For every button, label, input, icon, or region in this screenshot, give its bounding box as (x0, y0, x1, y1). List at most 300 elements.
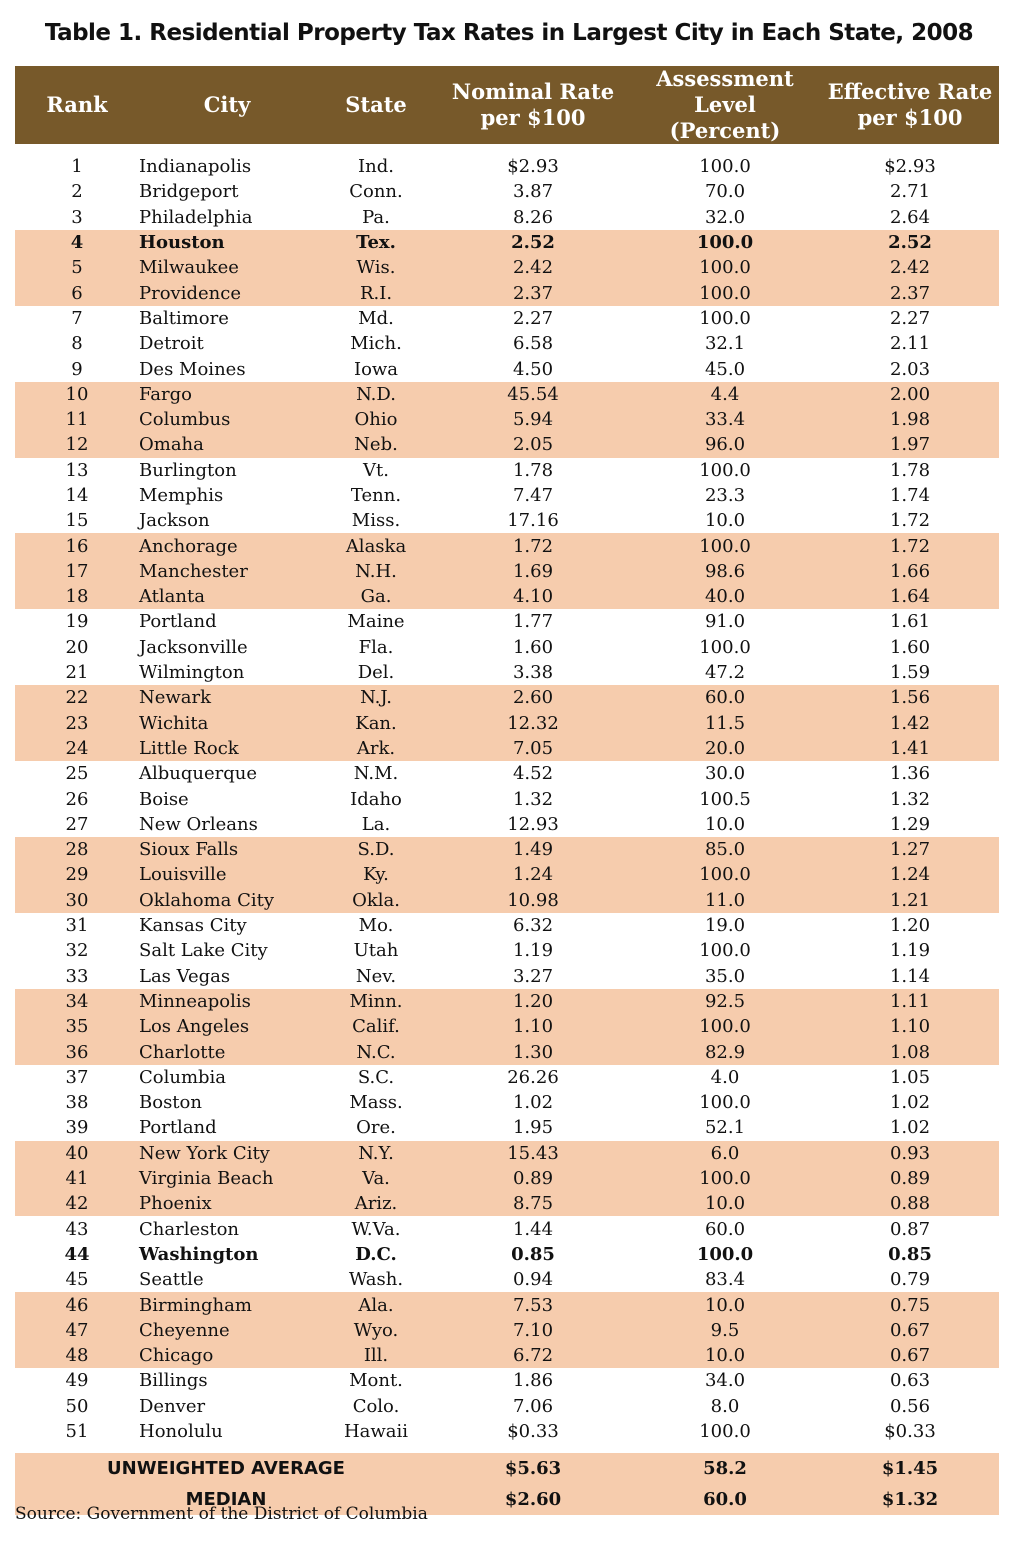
cell-rank: 8 (71, 333, 83, 355)
cell-assessment-level: 100.0 (699, 1092, 751, 1114)
table-row (15, 1394, 999, 1419)
cell-effective-rate: $2.93 (884, 156, 936, 178)
cell-rank: 49 (65, 1370, 89, 1392)
cell-state: Alaska (345, 535, 407, 557)
cell-rank: 11 (65, 409, 89, 431)
table-row (15, 1368, 999, 1393)
cell-rank: 35 (65, 1016, 89, 1038)
cell-effective-rate: 0.87 (889, 1218, 931, 1240)
cell-city: Providence (139, 282, 241, 304)
cell-state: Fla. (358, 636, 394, 658)
cell-assessment-level: 47.2 (704, 662, 746, 684)
cell-assessment-level: 100.0 (696, 1243, 754, 1265)
cell-nominal-rate: 8.26 (512, 206, 554, 228)
cell-assessment-level: 4.0 (710, 1066, 740, 1088)
cell-assessment-level: 10.0 (704, 510, 746, 532)
cell-state: Colo. (352, 1395, 400, 1417)
cell-city: Honolulu (139, 1420, 223, 1442)
cell-effective-rate: 1.98 (889, 409, 931, 431)
cell-rank: 47 (65, 1319, 89, 1341)
cell-assessment-level: 10.0 (704, 1294, 746, 1316)
cell-assessment-level: 9.5 (710, 1319, 740, 1341)
table-row (15, 508, 999, 533)
cell-assessment-level: 100.0 (699, 282, 751, 304)
table-row (15, 382, 999, 407)
cell-state: W.Va. (351, 1218, 401, 1240)
table-body (15, 144, 999, 1444)
cell-effective-rate: 1.41 (889, 737, 931, 759)
cell-city: Billings (139, 1370, 208, 1392)
cell-effective-rate: 0.67 (889, 1319, 931, 1341)
cell-assessment-level: 100.0 (696, 232, 754, 254)
cell-effective-rate: 1.32 (889, 788, 931, 810)
cell-city: Indianapolis (139, 156, 252, 178)
cell-nominal-rate: 0.94 (512, 1269, 554, 1291)
cell-city: Salt Lake City (139, 940, 268, 962)
cell-nominal-rate: 6.32 (512, 915, 554, 937)
cell-rank: 38 (65, 1092, 89, 1114)
cell-state: Ore. (356, 1117, 396, 1139)
cell-effective-rate: 1.56 (889, 687, 931, 709)
cell-assessment-level: 100.0 (699, 864, 751, 886)
cell-nominal-rate: 2.52 (511, 232, 555, 254)
table-row (15, 407, 999, 432)
cell-effective-rate: 1.20 (889, 915, 931, 937)
cell-rank: 24 (65, 737, 89, 759)
cell-city: Boise (139, 788, 189, 810)
cell-city: Chicago (139, 1345, 214, 1367)
cell-rank: 36 (65, 1041, 89, 1063)
cell-assessment-level: 100.0 (699, 1016, 751, 1038)
cell-effective-rate: 1.60 (889, 636, 931, 658)
tax-rates-table (15, 66, 999, 1515)
cell-nominal-rate: 15.43 (507, 1142, 559, 1164)
cell-effective-rate: 1.05 (889, 1066, 931, 1088)
header-nominal-line1: Nominal Rate (451, 79, 615, 104)
cell-assessment-level: 10.0 (704, 813, 746, 835)
cell-rank: 20 (65, 636, 89, 658)
cell-rank: 46 (65, 1294, 89, 1316)
cell-assessment-level: 60.0 (704, 1218, 746, 1240)
cell-state: S.D. (357, 839, 395, 861)
cell-effective-rate: 1.24 (889, 864, 931, 886)
cell-city: Baltimore (139, 307, 229, 329)
cell-city: Milwaukee (139, 257, 239, 279)
cell-effective-rate: 1.36 (889, 763, 931, 785)
header-state: State (345, 92, 407, 117)
cell-rank: 51 (65, 1420, 89, 1442)
cell-effective-rate: 0.75 (889, 1294, 931, 1316)
cell-city: Virginia Beach (139, 1168, 274, 1190)
cell-nominal-rate: 7.53 (512, 1294, 554, 1316)
cell-state: Ky. (363, 864, 389, 886)
cell-nominal-rate: 4.52 (512, 763, 554, 785)
cell-rank: 2 (71, 181, 83, 203)
cell-state: Calif. (352, 1016, 400, 1038)
table-row (15, 179, 999, 204)
cell-state: N.Y. (358, 1142, 394, 1164)
table-row (15, 205, 999, 230)
table-row (15, 609, 999, 634)
cell-city: Louisville (139, 864, 227, 886)
cell-effective-rate: 1.02 (889, 1092, 931, 1114)
table-row (15, 736, 999, 761)
cell-state: Tex. (356, 232, 396, 254)
cell-nominal-rate: $0.33 (507, 1420, 559, 1442)
cell-state: Ark. (356, 737, 396, 759)
cell-state: Va. (362, 1168, 390, 1190)
cell-state: Wash. (348, 1269, 404, 1291)
cell-city: Portland (139, 1117, 217, 1139)
cell-rank: 3 (71, 206, 83, 228)
cell-effective-rate: 0.89 (889, 1168, 931, 1190)
cell-rank: 45 (65, 1269, 89, 1291)
cell-assessment-level: 100.0 (699, 257, 751, 279)
cell-state: Ill. (363, 1345, 389, 1367)
table-row (15, 1141, 999, 1166)
cell-state: N.C. (356, 1041, 396, 1063)
table-row (15, 255, 999, 280)
cell-effective-rate: 1.02 (889, 1117, 931, 1139)
cell-assessment-level: 19.0 (704, 915, 746, 937)
cell-assessment-level: 34.0 (704, 1370, 746, 1392)
table-row (15, 432, 999, 457)
cell-assessment-level: 83.4 (704, 1269, 746, 1291)
cell-rank: 50 (65, 1395, 89, 1417)
cell-rank: 31 (65, 915, 89, 937)
table-row (15, 1267, 999, 1292)
cell-assessment-level: 70.0 (704, 181, 746, 203)
cell-state: Mont. (349, 1370, 403, 1392)
header-nominal-rate (437, 66, 629, 144)
cell-effective-rate: 2.37 (889, 282, 931, 304)
cell-city: Manchester (139, 560, 248, 582)
cell-city: Detroit (139, 333, 204, 355)
cell-state: Wyo. (353, 1319, 399, 1341)
cell-assessment-level: 100.0 (699, 156, 751, 178)
cell-nominal-rate: 5.94 (512, 409, 554, 431)
table-header-row (15, 66, 999, 144)
cell-assessment-level: 100.5 (699, 788, 751, 810)
cell-city: Seattle (139, 1269, 204, 1291)
cell-rank: 9 (71, 358, 83, 380)
cell-assessment-level: 100.0 (699, 1168, 751, 1190)
cell-nominal-rate: 1.49 (512, 839, 554, 861)
cell-nominal-rate: 1.60 (512, 636, 554, 658)
table-row (15, 660, 999, 685)
cell-assessment-level: 85.0 (704, 839, 746, 861)
table-row (15, 1191, 999, 1216)
table-row (15, 280, 999, 305)
cell-nominal-rate: 6.72 (512, 1345, 554, 1367)
cell-nominal-rate: 26.26 (507, 1066, 559, 1088)
cell-city: Atlanta (139, 586, 205, 608)
cell-nominal-rate: 2.27 (512, 307, 554, 329)
cell-city: Birmingham (139, 1294, 252, 1316)
cell-state: Tenn. (350, 485, 402, 506)
cell-nominal-rate: 2.60 (512, 687, 554, 709)
cell-city: Denver (139, 1395, 206, 1417)
cell-state: Hawaii (343, 1420, 409, 1442)
cell-rank: 26 (65, 788, 89, 810)
table-row (15, 306, 999, 331)
table-spacer (15, 144, 999, 154)
summary-assessment: 58.2 (703, 1458, 747, 1480)
cell-effective-rate: 0.63 (889, 1370, 931, 1392)
cell-rank: 27 (65, 813, 89, 835)
cell-state: Mo. (358, 915, 394, 937)
cell-rank: 1 (71, 156, 83, 178)
cell-nominal-rate: 1.02 (512, 1092, 554, 1114)
cell-effective-rate: 1.64 (889, 586, 931, 608)
cell-state: Iowa (353, 358, 399, 380)
cell-assessment-level: 92.5 (704, 990, 746, 1012)
cell-nominal-rate: 0.85 (511, 1243, 555, 1265)
cell-effective-rate: 1.61 (889, 611, 931, 633)
table-row (15, 989, 999, 1014)
cell-rank: 29 (65, 864, 89, 886)
table-row (15, 635, 999, 660)
table-row (15, 812, 999, 837)
cell-effective-rate: 1.29 (889, 813, 931, 835)
cell-city: Philadelphia (139, 206, 253, 228)
summary-assessment: 60.0 (703, 1489, 747, 1511)
cell-city: Little Rock (139, 737, 239, 759)
source-note: Source: Government of the District of Columbia (15, 1504, 428, 1524)
cell-assessment-level: 11.0 (704, 889, 746, 911)
cell-rank: 13 (65, 459, 89, 481)
cell-state: D.C. (355, 1243, 397, 1265)
cell-state: N.J. (360, 687, 392, 709)
cell-nominal-rate: 0.89 (512, 1168, 554, 1190)
header-city: City (203, 92, 251, 117)
cell-nominal-rate: 6.58 (512, 333, 554, 355)
cell-assessment-level: 100.0 (699, 940, 751, 962)
cell-nominal-rate: 3.27 (512, 965, 554, 987)
cell-city: Cheyenne (139, 1319, 230, 1341)
summary-label: MEDIAN (185, 1489, 267, 1511)
cell-city: Columbus (139, 409, 231, 431)
table-row (15, 584, 999, 609)
cell-assessment-level: 23.3 (704, 485, 746, 506)
cell-rank: 34 (65, 990, 89, 1012)
cell-city: Minneapolis (139, 990, 251, 1012)
cell-city: Fargo (139, 383, 192, 405)
cell-rank: 42 (65, 1193, 89, 1215)
cell-state: Del. (357, 662, 395, 684)
cell-state: N.M. (353, 763, 399, 785)
cell-rank: 25 (65, 763, 89, 785)
cell-nominal-rate: 1.44 (512, 1218, 554, 1240)
cell-effective-rate: 1.72 (889, 510, 931, 532)
cell-rank: 43 (65, 1218, 89, 1240)
cell-city: Kansas City (139, 915, 247, 937)
cell-assessment-level: 10.0 (704, 1345, 746, 1367)
cell-rank: 6 (71, 282, 83, 304)
cell-state: Ohio (354, 409, 398, 431)
cell-state: Wis. (356, 257, 396, 279)
cell-assessment-level: 35.0 (704, 965, 746, 987)
cell-effective-rate: 2.64 (889, 206, 931, 228)
table-row (15, 533, 999, 558)
cell-city: Houston (139, 232, 225, 254)
cell-assessment-level: 6.0 (710, 1142, 740, 1164)
cell-assessment-level: 11.5 (704, 712, 746, 734)
cell-state: Mass. (349, 1092, 403, 1114)
table-row (15, 862, 999, 887)
cell-nominal-rate: 4.10 (512, 586, 554, 608)
cell-city: Des Moines (139, 358, 246, 380)
table-row (15, 154, 999, 179)
cell-assessment-level: 10.0 (704, 1193, 746, 1215)
cell-state: Kan. (355, 712, 397, 734)
cell-nominal-rate: 1.72 (512, 535, 554, 557)
cell-assessment-level: 98.6 (704, 560, 746, 582)
cell-nominal-rate: 1.69 (512, 560, 554, 582)
summary-effective: $1.32 (881, 1489, 939, 1511)
summary-row-average (15, 1453, 999, 1484)
header-rank: Rank (46, 92, 108, 117)
cell-effective-rate: 2.52 (888, 232, 932, 254)
cell-state: Neb. (354, 434, 398, 456)
summary-nominal: $2.60 (504, 1489, 562, 1511)
cell-assessment-level: 33.4 (704, 409, 746, 431)
table-row (15, 888, 999, 913)
cell-state: Ariz. (354, 1193, 398, 1215)
cell-effective-rate: 1.74 (889, 485, 931, 506)
header-assessment-line1: Assessment Level (656, 66, 794, 117)
cell-city: New York City (139, 1142, 270, 1164)
cell-effective-rate: 2.03 (889, 358, 931, 380)
cell-rank: 10 (65, 383, 89, 405)
table-row (15, 837, 999, 862)
cell-rank: 39 (65, 1117, 89, 1139)
cell-effective-rate: $0.33 (884, 1420, 936, 1442)
table-row (15, 483, 999, 508)
cell-nominal-rate: 2.42 (512, 257, 554, 279)
cell-assessment-level: 100.0 (699, 535, 751, 557)
cell-assessment-level: 100.0 (699, 459, 751, 481)
cell-state: Pa. (362, 206, 390, 228)
table-title: Table 1. Residential Property Tax Rates in Largest City in Each State, 2008 (44, 20, 974, 46)
table-row (15, 1115, 999, 1140)
cell-rank: 19 (65, 611, 89, 633)
cell-assessment-level: 52.1 (704, 1117, 746, 1139)
cell-effective-rate: 1.14 (889, 965, 931, 987)
cell-state: Md. (358, 307, 394, 329)
cell-rank: 33 (65, 965, 89, 987)
table-row (15, 711, 999, 736)
cell-state: Utah (353, 940, 399, 962)
cell-assessment-level: 20.0 (704, 737, 746, 759)
cell-state: Vt. (363, 459, 389, 481)
cell-rank: 5 (71, 257, 83, 279)
cell-city: Jacksonville (139, 636, 248, 658)
cell-city: Charleston (139, 1218, 240, 1240)
cell-effective-rate: 1.19 (889, 940, 931, 962)
cell-effective-rate: 1.10 (889, 1016, 931, 1038)
cell-state: Ind. (358, 156, 394, 178)
cell-assessment-level: 45.0 (704, 358, 746, 380)
cell-nominal-rate: 3.87 (512, 181, 554, 203)
table-row (15, 938, 999, 963)
cell-assessment-level: 60.0 (704, 687, 746, 709)
cell-assessment-level: 100.0 (699, 636, 751, 658)
cell-rank: 40 (65, 1142, 89, 1164)
cell-rank: 12 (65, 434, 89, 456)
cell-state: Nev. (355, 965, 397, 987)
cell-rank: 41 (65, 1168, 89, 1190)
table-row (15, 1242, 999, 1267)
cell-rank: 30 (65, 889, 89, 911)
table-row (15, 1039, 999, 1064)
cell-city: Bridgeport (139, 181, 239, 203)
cell-state: Miss. (351, 510, 401, 532)
cell-city: New Orleans (139, 813, 258, 835)
cell-state: La. (361, 813, 391, 835)
cell-city: Oklahoma City (139, 889, 275, 911)
cell-nominal-rate: 1.86 (512, 1370, 554, 1392)
summary-label: UNWEIGHTED AVERAGE (107, 1458, 345, 1480)
cell-nominal-rate: 7.05 (512, 737, 554, 759)
cell-effective-rate: 1.08 (889, 1041, 931, 1063)
cell-rank: 14 (65, 485, 89, 506)
cell-state: Ga. (360, 586, 392, 608)
cell-nominal-rate: 1.95 (512, 1117, 554, 1139)
cell-assessment-level: 40.0 (704, 586, 746, 608)
table-row (15, 1419, 999, 1444)
header-effective-rate (821, 66, 999, 144)
table-row (15, 1065, 999, 1090)
cell-rank: 15 (65, 510, 89, 532)
cell-nominal-rate: 12.93 (507, 813, 559, 835)
cell-state: Minn. (349, 990, 403, 1012)
cell-city: Washington (139, 1243, 259, 1265)
cell-effective-rate: 0.93 (889, 1142, 931, 1164)
cell-effective-rate: 1.27 (889, 839, 931, 861)
table-row (15, 685, 999, 710)
table-row (15, 1292, 999, 1317)
header-effective-line2: per $100 (857, 105, 963, 130)
cell-city: Portland (139, 611, 217, 633)
cell-rank: 48 (65, 1345, 89, 1367)
table-spacer (15, 1444, 999, 1453)
cell-rank: 4 (70, 232, 84, 254)
cell-rank: 7 (71, 307, 83, 329)
table-row (15, 331, 999, 356)
table-row (15, 1216, 999, 1241)
cell-effective-rate: 1.21 (889, 889, 931, 911)
cell-assessment-level: 100.0 (699, 1420, 751, 1442)
cell-city: Wichita (139, 712, 209, 734)
cell-rank: 44 (64, 1243, 90, 1265)
cell-rank: 16 (65, 535, 89, 557)
cell-city: Charlotte (139, 1041, 226, 1063)
cell-effective-rate: 1.72 (889, 535, 931, 557)
cell-nominal-rate: 4.50 (512, 358, 554, 380)
cell-effective-rate: 0.79 (889, 1269, 931, 1291)
cell-rank: 32 (65, 940, 89, 962)
table-row (15, 559, 999, 584)
cell-state: Okla. (352, 889, 400, 911)
cell-state: S.C. (357, 1066, 395, 1088)
cell-effective-rate: 1.97 (889, 434, 931, 456)
cell-city: Wilmington (139, 662, 245, 684)
cell-state: Conn. (349, 181, 403, 203)
cell-nominal-rate: 1.77 (512, 611, 554, 633)
cell-effective-rate: 1.59 (889, 662, 931, 684)
cell-nominal-rate: 1.20 (512, 990, 554, 1012)
